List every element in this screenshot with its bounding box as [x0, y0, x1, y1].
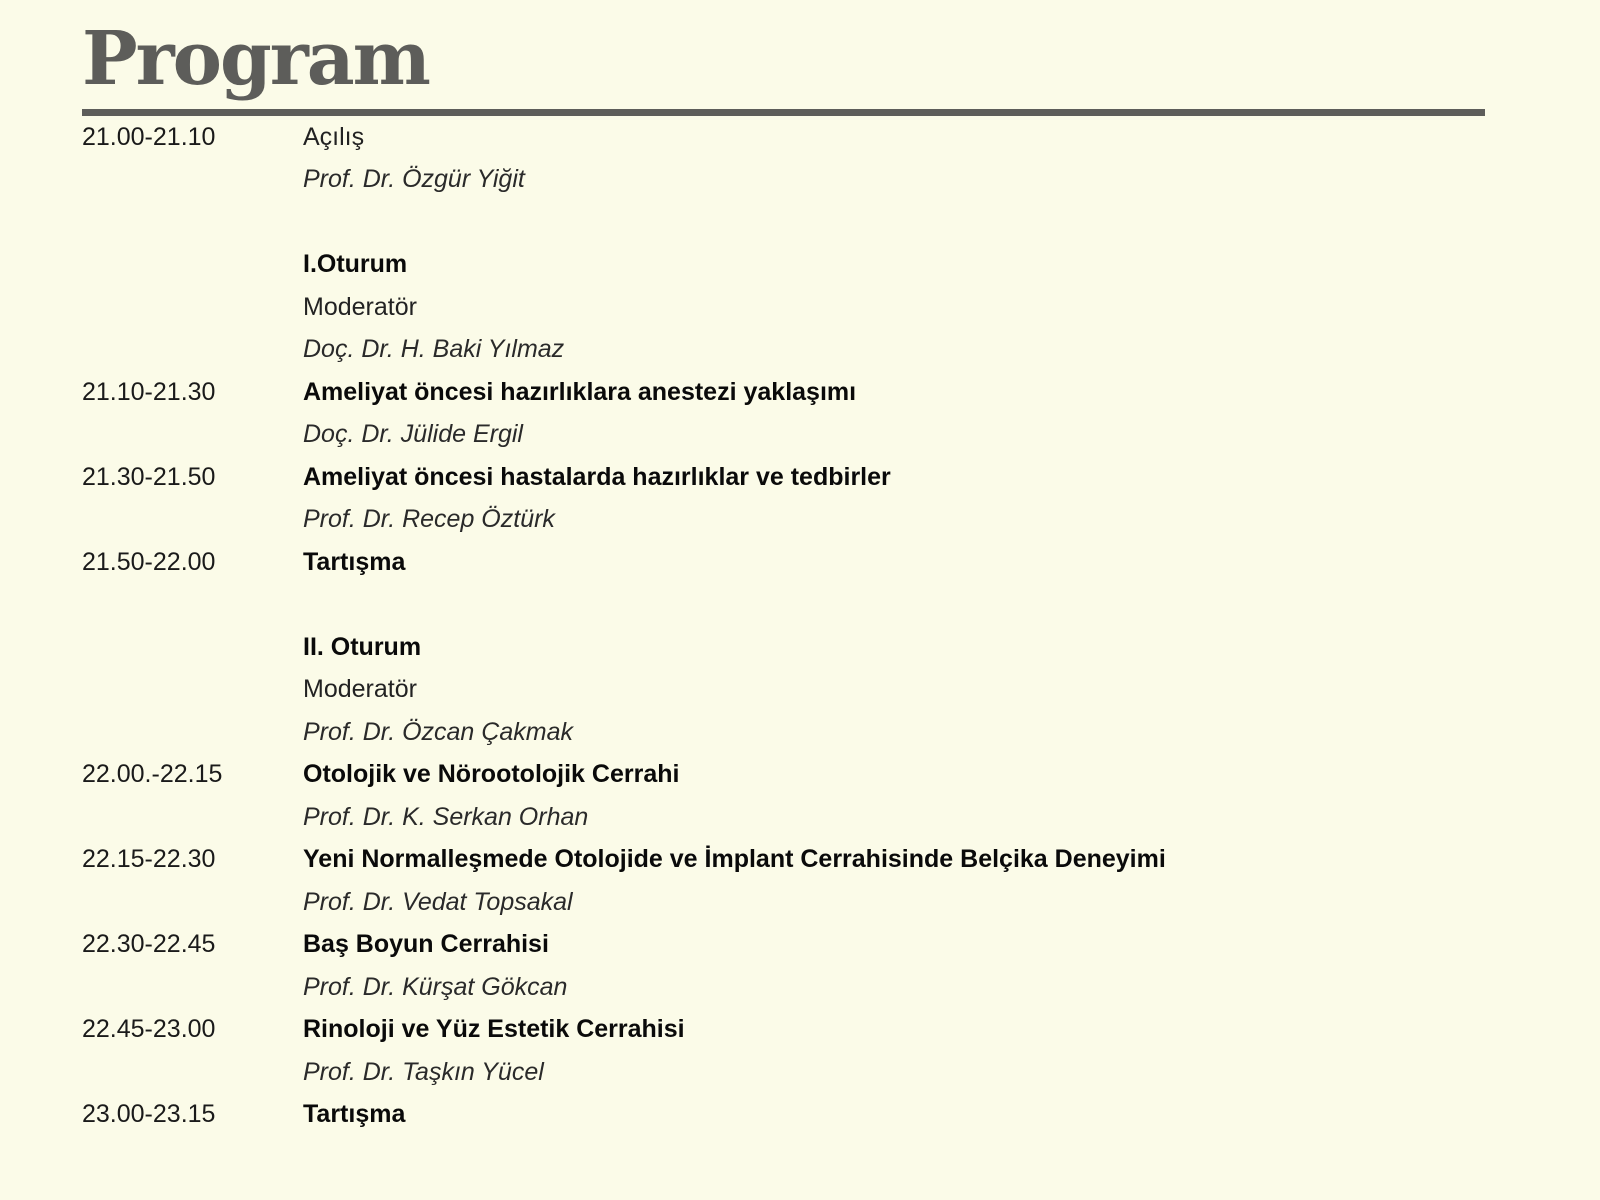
schedule-speaker: Prof. Dr. Recep Öztürk	[303, 505, 555, 534]
schedule-list	[82, 116, 1512, 1136]
schedule-row	[82, 796, 1512, 839]
schedule-session-title: Ameliyat öncesi hazırlıklara anestezi yaklaşımı	[303, 377, 857, 406]
schedule-session-title: Tartışma	[303, 547, 406, 576]
schedule-row	[82, 669, 1512, 712]
schedule-text: Moderatör	[303, 675, 417, 704]
schedule-session-title: Tartışma	[303, 1100, 406, 1129]
schedule-row	[82, 541, 1512, 584]
schedule-speaker: Prof. Dr. Özcan Çakmak	[303, 717, 573, 746]
schedule-time: 23.00-23.15	[82, 1100, 216, 1129]
schedule-row	[82, 966, 1512, 1009]
schedule-row	[82, 329, 1512, 372]
schedule-text: Açılış	[303, 122, 365, 151]
schedule-time: 22.15-22.30	[82, 845, 216, 874]
schedule-row	[82, 244, 1512, 287]
schedule-row	[82, 1051, 1512, 1094]
schedule-time: 21.30-21.50	[82, 462, 216, 491]
schedule-row	[82, 626, 1512, 669]
schedule-row	[82, 924, 1512, 967]
schedule-time: 22.00.-22.15	[82, 760, 223, 789]
schedule-speaker: Doç. Dr. Jülide Ergil	[303, 420, 523, 449]
schedule-spacer	[82, 201, 1512, 244]
schedule-row	[82, 414, 1512, 457]
schedule-spacer	[82, 584, 1512, 627]
schedule-row	[82, 711, 1512, 754]
schedule-time: 21.10-21.30	[82, 377, 216, 406]
schedule-session-title: I.Oturum	[303, 250, 408, 279]
schedule-row	[82, 286, 1512, 329]
schedule-session-title: Otolojik ve Nörootolojik Cerrahi	[303, 760, 680, 789]
schedule-time: 22.30-22.45	[82, 930, 216, 959]
schedule-speaker: Prof. Dr. Vedat Topsakal	[303, 887, 573, 916]
schedule-row	[82, 499, 1512, 542]
schedule-row	[82, 159, 1512, 202]
schedule-session-title: II. Oturum	[303, 632, 422, 661]
schedule-session-title: Rinoloji ve Yüz Estetik Cerrahisi	[303, 1015, 685, 1044]
schedule-row	[82, 116, 1512, 159]
schedule-speaker: Prof. Dr. Özgür Yiğit	[303, 165, 525, 194]
page-title: Program	[82, 16, 429, 102]
schedule-session-title: Ameliyat öncesi hastalarda hazırlıklar ve tedbirler	[303, 462, 891, 491]
schedule-speaker: Doç. Dr. H. Baki Yılmaz	[303, 335, 565, 364]
schedule-row	[82, 1009, 1512, 1052]
schedule-row	[82, 1094, 1512, 1137]
schedule-session-title: Baş Boyun Cerrahisi	[303, 930, 549, 959]
schedule-row	[82, 881, 1512, 924]
schedule-time: 21.50-22.00	[82, 547, 216, 576]
schedule-text: Moderatör	[303, 292, 417, 321]
schedule-row	[82, 371, 1512, 414]
schedule-row	[82, 839, 1512, 882]
schedule-time: 22.45-23.00	[82, 1015, 216, 1044]
title-divider	[82, 109, 1485, 116]
schedule-time: 21.00-21.10	[82, 122, 216, 151]
schedule-row	[82, 456, 1512, 499]
schedule-speaker: Prof. Dr. Kürşat Gökcan	[303, 972, 568, 1001]
schedule-session-title: Yeni Normalleşmede Otolojide ve İmplant Cerrahisinde Belçika Deneyimi	[303, 845, 1166, 874]
schedule-speaker: Prof. Dr. K. Serkan Orhan	[303, 802, 589, 831]
schedule-speaker: Prof. Dr. Taşkın Yücel	[303, 1057, 544, 1086]
schedule-row	[82, 754, 1512, 797]
